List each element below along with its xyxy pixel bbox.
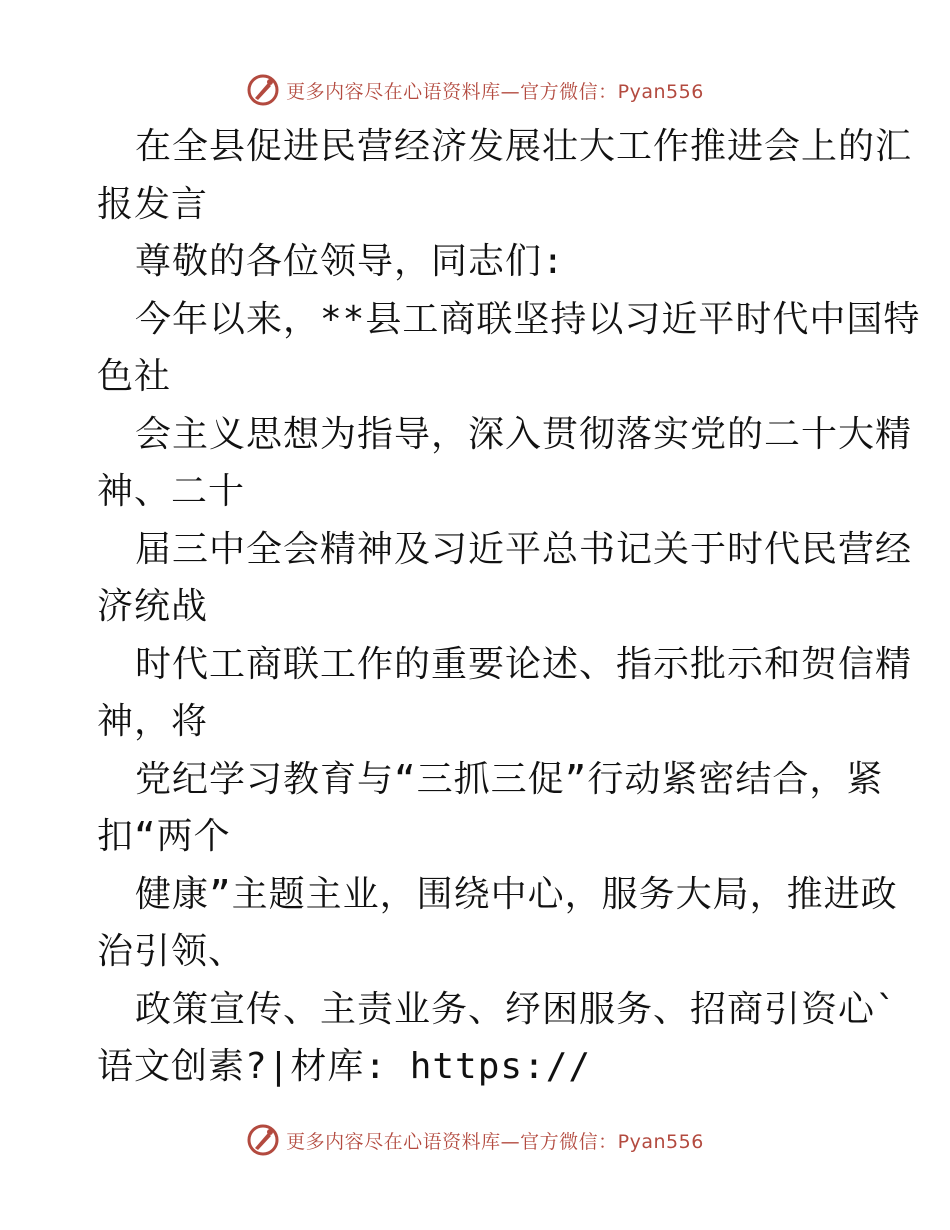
salutation: 尊敬的各位领导，同志们: <box>135 241 565 282</box>
quill-logo-icon <box>246 1123 280 1157</box>
header-banner-text: 更多内容尽在心语资料库—官方微信：Pyan556 <box>286 80 704 103</box>
paragraph-line: 时代工商联工作的重要论述、指示批示和贺信精 <box>135 643 913 685</box>
header-banner <box>0 70 950 110</box>
footer-banner-text: 更多内容尽在心语资料库—官方微信：Pyan556 <box>286 1130 704 1153</box>
paragraph-line: 济统战 <box>97 586 209 627</box>
paragraph-line: 神、二十 <box>97 471 246 512</box>
paragraph-line: 治引领、 <box>97 931 246 972</box>
document-body <box>97 118 921 1096</box>
footer-banner <box>0 1120 950 1160</box>
quill-logo-icon <box>246 73 280 107</box>
paragraph-line: 党纪学习教育与“三抓三促”行动紧密结合，紧 <box>135 758 884 800</box>
paragraph-line: 会主义思想为指导，深入贯彻落实党的二十大精 <box>135 413 913 455</box>
paragraph-line: 届三中全会精神及习近平总书记关于时代民营经 <box>135 528 913 570</box>
paragraph-line: 神，将 <box>97 701 209 742</box>
title-line-2: 报发言 <box>97 183 209 225</box>
title-line-1: 在全县促进民营经济发展壮大工作推进会上的汇 <box>135 126 913 167</box>
paragraph-line: 色社 <box>97 356 172 397</box>
paragraph-line: 语文创素?|材库: https:// <box>97 1046 592 1087</box>
paragraph-line: 政策宣传、主责业务、纾困服务、招商引资心` <box>135 988 898 1030</box>
paragraph-line: 健康”主题主业，围绕中心，服务大局，推进政 <box>135 873 898 915</box>
paragraph-line: 扣“两个 <box>97 816 231 857</box>
paragraph-line: 今年以来，**县工商联坚持以习近平时代中国特 <box>135 298 921 340</box>
